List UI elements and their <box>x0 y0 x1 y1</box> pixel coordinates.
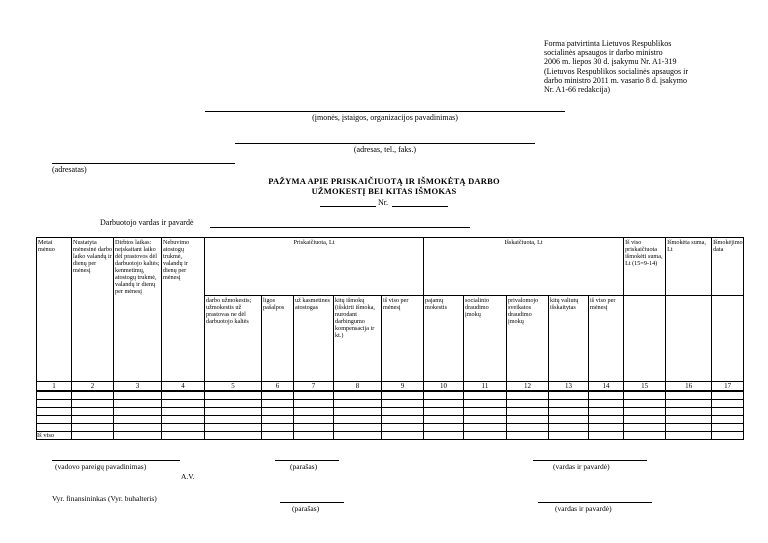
group-header-deducted: Išskaičiuota, Lt <box>424 238 624 296</box>
head-name-caption: (vardas ir pavardė) <box>553 462 610 471</box>
column-number: 11 <box>464 382 507 392</box>
column-number: 15 <box>624 382 666 392</box>
table-row[interactable] <box>37 391 744 400</box>
address-line[interactable] <box>235 143 535 144</box>
column-number: 10 <box>424 382 464 392</box>
table-row[interactable] <box>37 424 744 432</box>
col-header-norm-hours: Nustatyta mėnesinė darbo laiko valandų ir dienų per mėnesį <box>72 238 114 382</box>
total-row[interactable] <box>37 432 744 440</box>
form-note-line: Forma patvirtinta Lietuvos Respublikos <box>544 39 672 48</box>
accountant-signature-caption: (parašas) <box>292 504 320 513</box>
col-header-year-month: Metai mėnuo <box>37 238 72 382</box>
document-title <box>0 176 768 196</box>
form-note-line: darbo ministro 2011 m. vasario 8 d. įsakymo <box>544 75 688 85</box>
column-number: 4 <box>162 382 205 392</box>
accountant-name-caption: (vardas ir pavardė) <box>555 504 612 513</box>
cell-blank <box>712 296 744 382</box>
column-number: 3 <box>114 382 162 392</box>
earnings-table <box>36 237 744 440</box>
date-line[interactable] <box>320 206 376 207</box>
title-line-1: PAŽYMA APIE PRISKAIČIUOTĄ IR IŠMOKĖTĄ DARBO <box>268 176 500 186</box>
address-caption: (adresas, tel., faks.) <box>353 145 417 154</box>
cell-blank <box>624 296 666 382</box>
sub-header-social-insurance: socialinio draudimo įmokų <box>464 296 507 382</box>
form-note-line: socialinės apsaugos ir darbo ministro <box>544 48 663 58</box>
head-name-line[interactable] <box>533 460 647 461</box>
form-note-line: (Lietuvos Respublikos socialinės apsaugos ir <box>544 66 688 76</box>
employee-name-label: Darbuotojo vardas ir pavardė <box>100 218 194 227</box>
column-number: 8 <box>334 382 382 392</box>
accountant-name-line[interactable] <box>538 502 652 503</box>
column-number: 9 <box>382 382 424 392</box>
total-label: Iš viso <box>37 432 72 440</box>
sub-header-other-payments: kitų išmokų (išskirti išmoka, nurodant darbingumo kompensacija ir kt.) <box>334 296 382 382</box>
form-approval-note <box>544 39 714 94</box>
institution-line[interactable] <box>205 111 565 112</box>
column-number: 12 <box>507 382 549 392</box>
col-header-net: Iš viso priskaičiuota išmokėti suma, Lt (15=9-14) <box>624 238 666 296</box>
accountant-signature-line[interactable] <box>280 502 344 503</box>
column-number: 16 <box>666 382 712 392</box>
column-number: 7 <box>294 382 334 392</box>
head-title-line[interactable] <box>52 460 180 461</box>
group-header-accrued: Priskaičiuota, Lt <box>205 238 424 296</box>
table-row[interactable] <box>37 408 744 416</box>
accountant-label: Vyr. finansininkas (Vyr. buhalteris) <box>52 494 157 503</box>
addressee-line[interactable] <box>52 163 235 164</box>
head-title-caption: (vadovo pareigų pavadinimas) <box>55 462 147 471</box>
form-note-line: 2006 m. liepos 30 d. įsakymu Nr. A1-319 <box>544 57 677 67</box>
sub-header-health-insurance: privalomojo sveikatos draudimo įmokų <box>507 296 549 382</box>
sub-header-income-tax: pajamų mokestis <box>424 296 464 382</box>
cell-blank <box>666 296 712 382</box>
addressee-caption: (adresatas) <box>52 165 87 174</box>
column-number: 14 <box>589 382 624 392</box>
col-header-worked-time: Dirbtos laikas: neįskaitant laiko dėl prastovos dėl darbuotojo kaltės; kenmetimų, atostogų trukmė, valandų ir dienų per mėnesį <box>114 238 162 382</box>
title-line-2: UŽMOKESTĮ BEI KITAS IŠMOKAS <box>311 186 457 196</box>
col-header-date: Išmokėjimo data <box>712 238 744 296</box>
sub-header-deducted-total: iš viso per mėnesį <box>589 296 624 382</box>
form-note-line: Nr. A1-66 redakcija) <box>544 85 610 95</box>
column-number: 2 <box>72 382 114 392</box>
number-label: Nr. <box>378 198 388 207</box>
institution-caption: (įmonės, įstaigos, organizacijos pavadinimas) <box>312 113 458 122</box>
column-number: 5 <box>205 382 262 392</box>
table-row[interactable] <box>37 400 744 408</box>
sub-header-other-deductions: kitų valiutų išskaitytas <box>549 296 589 382</box>
stamp-label: A.V. <box>181 472 195 481</box>
employee-name-line[interactable] <box>210 227 470 228</box>
column-number: 13 <box>549 382 589 392</box>
head-signature-caption: (parašas) <box>290 462 318 471</box>
col-header-paid: Išmokėta suma, Lt <box>666 238 712 296</box>
sub-header-accrued-total: iš viso per mėnesį <box>382 296 424 382</box>
column-number: 6 <box>262 382 294 392</box>
sub-header-annual-leave: už kasmetines atostogas <box>294 296 334 382</box>
number-line[interactable] <box>392 206 448 207</box>
sub-header-sick: ligos pašalpos <box>262 296 294 382</box>
sub-header-salary: darbo užmokestis; užmokestis už prastovas ne dėl darbuotojo kaltės <box>205 296 262 382</box>
column-number: 1 <box>37 382 72 392</box>
column-number: 17 <box>712 382 744 392</box>
col-header-vacation: Nebuvimo atostogų trukmė, valandų ir dienų per mėnesį <box>162 238 205 382</box>
table-row[interactable] <box>37 416 744 424</box>
head-signature-line[interactable] <box>275 460 339 461</box>
